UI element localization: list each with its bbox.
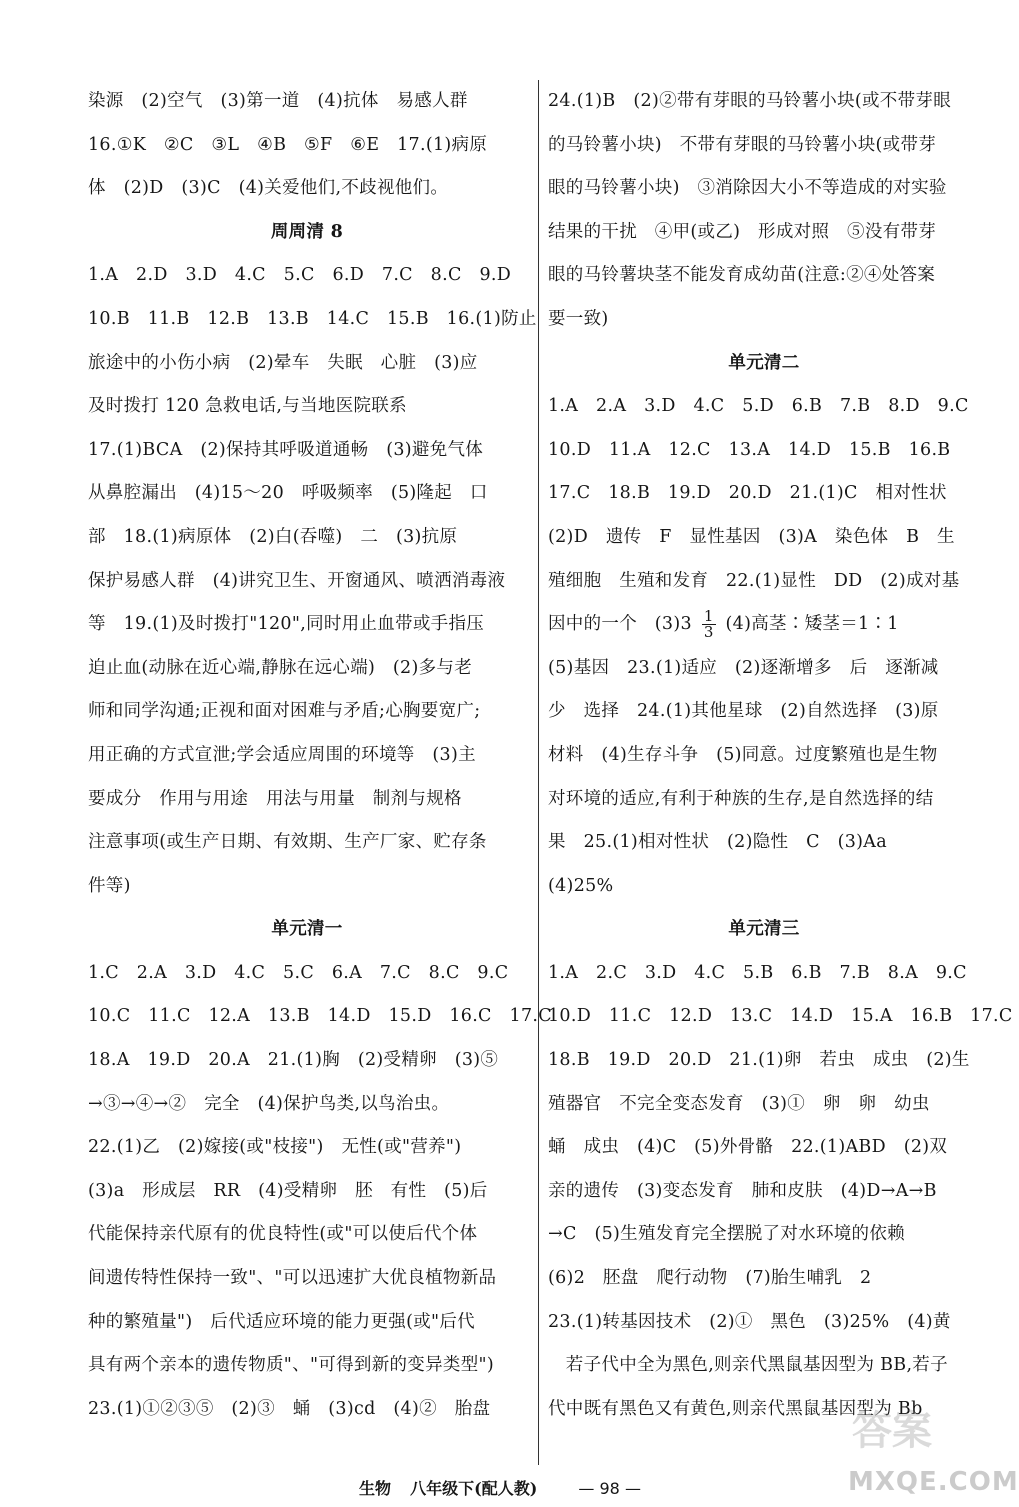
- answer-line: 注意事项(或生产日期、有效期、生产厂家、贮存条: [88, 832, 487, 853]
- watermark-logo-text: 答案: [852, 1408, 932, 1454]
- answer-line: 果 25.(1)相对性状 (2)隐性 C (3)Aa: [548, 832, 887, 853]
- answer-line: 代能保持亲代原有的优良特性(或"可以使后代个体: [88, 1224, 478, 1245]
- fraction-denominator: 3: [703, 623, 714, 642]
- answer-line: 迫止血(动脉在近心端,静脉在远心端) (2)多与老: [88, 657, 473, 678]
- answer-line: →C (5)生殖发育完全摆脱了对水环境的依赖: [548, 1224, 905, 1245]
- answer-line: 17.C 18.B 19.D 20.D 21.(1)C 相对性状: [548, 483, 947, 504]
- fraction-line-before: 因中的一个 (3)3: [548, 614, 692, 635]
- answer-line: 10.C 11.C 12.A 13.B 14.D 15.D 16.C 17.C: [88, 1006, 552, 1027]
- answer-line: 从鼻腔漏出 (4)15～20 呼吸频率 (5)隆起 口: [88, 483, 488, 504]
- answer-line: 体 (2)D (3)C (4)关爱他们,不歧视他们。: [88, 178, 449, 199]
- answer-line: 具有两个亲本的遗传物质"、"可得到新的变异类型"): [88, 1355, 494, 1376]
- answer-line: 旅途中的小伤小病 (2)晕车 失眠 心脏 (3)应: [88, 352, 478, 373]
- answer-line: 眼的马铃薯小块) ③消除因大小不等造成的对实验: [548, 178, 947, 199]
- answer-line: 保护易感人群 (4)讲究卫生、开窗通风、喷洒消毒液: [88, 570, 506, 591]
- answer-line: 10.B 11.B 12.B 13.B 14.C 15.B 16.(1)防止: [88, 308, 537, 329]
- footer-subject: 生物: [359, 1479, 392, 1498]
- answer-line: (4)25%: [548, 875, 614, 896]
- answer-line: (5)基因 23.(1)适应 (2)逐渐增多 后 逐渐减: [548, 657, 939, 678]
- fraction-numerator: 1: [703, 607, 714, 626]
- answer-line: 若子代中全为黑色,则亲代黑鼠基因型为 BB,若子: [548, 1355, 948, 1376]
- answer-line: 24.(1)B (2)②带有芽眼的马铃薯小块(或不带芽眼: [548, 91, 951, 111]
- page-number: — 98 —: [578, 1479, 641, 1498]
- answer-line: 殖器官 不完全变态发育 (3)① 卵 卵 幼虫: [548, 1093, 930, 1114]
- answer-line: 部 18.(1)病原体 (2)白(吞噬) 二 (3)抗原: [88, 526, 458, 547]
- answer-line: 件等): [88, 875, 131, 896]
- answer-line: 染源 (2)空气 (3)第一道 (4)抗体 易感人群: [88, 91, 468, 111]
- answer-line: 18.A 19.D 20.A 21.(1)胸 (2)受精卵 (3)⑤: [88, 1050, 499, 1071]
- answer-line: 23.(1)①②③⑤ (2)③ 蛹 (3)cd (4)② 胎盘: [88, 1398, 491, 1419]
- footer-grade: 八年级下(配人教): [410, 1479, 538, 1498]
- answer-line: 对环境的适应,有利于种族的生存,是自然选择的结: [548, 788, 934, 809]
- answer-line: 1.A 2.D 3.D 4.C 5.C 6.D 7.C 8.C 9.D: [88, 265, 512, 286]
- section-heading: 周周清 8: [270, 221, 344, 242]
- answer-line: 10.D 11.C 12.D 13.C 14.D 15.A 16.B 17.C: [548, 1006, 1013, 1027]
- section-heading: 单元清一: [271, 919, 343, 940]
- answer-line: 材料 (4)生存斗争 (5)同意。过度繁殖也是生物: [548, 744, 938, 765]
- answer-line: (2)D 遗传 F 显性基因 (3)A 染色体 B 生: [548, 526, 955, 547]
- answer-line: 1.C 2.A 3.D 4.C 5.C 6.A 7.C 8.C 9.C: [88, 962, 509, 983]
- answer-line: 种的繁殖量") 后代适应环境的能力更强(或"后代: [88, 1311, 475, 1332]
- answer-line: 少 选择 24.(1)其他星球 (2)自然选择 (3)原: [548, 701, 939, 722]
- answer-line: (3)a 形成层 RR (4)受精卵 胚 有性 (5)后: [88, 1180, 488, 1201]
- answer-line: 等 19.(1)及时拨打"120",同时用止血带或手指压: [88, 614, 485, 635]
- answer-line: 代中既有黑色又有黄色,则亲代黑鼠基因型为 Bb: [548, 1398, 923, 1419]
- watermark-url: MXQE.COM: [848, 1467, 1019, 1497]
- answer-line: 亲的遗传 (3)变态发育 肺和皮肤 (4)D→A→B: [548, 1180, 937, 1201]
- answer-line: 师和同学沟通;正视和面对困难与矛盾;心胸要宽广;: [88, 701, 481, 722]
- answer-line: (6)2 胚盘 爬行动物 (7)胎生哺乳 2: [548, 1268, 872, 1289]
- site-watermark: [842, 1393, 1019, 1503]
- answer-line: 及时拨打 120 急救电话,与当地医院联系: [88, 396, 407, 417]
- answer-line: 要成分 作用与用途 用法与用量 制剂与规格: [88, 788, 462, 809]
- section-heading: 单元清三: [728, 919, 800, 940]
- answer-line: 眼的马铃薯块茎不能发育成幼苗(注意:②④处答案: [548, 265, 936, 286]
- answer-line: 的马铃薯小块) 不带有芽眼的马铃薯小块(或带芽: [548, 134, 937, 155]
- answer-line: 17.(1)BCA (2)保持其呼吸道通畅 (3)避免气体: [88, 439, 484, 460]
- answer-line: 18.B 19.D 20.D 21.(1)卵 若虫 成虫 (2)生: [548, 1050, 970, 1071]
- answer-line: 22.(1)乙 (2)嫁接(或"枝接") 无性(或"营养"): [88, 1137, 462, 1158]
- answer-line: 蛹 成虫 (4)C (5)外骨骼 22.(1)ABD (2)双: [548, 1137, 948, 1158]
- answer-line: 用正确的方式宣泄;学会适应周围的环境等 (3)主: [88, 744, 476, 765]
- column-divider: [538, 80, 539, 1465]
- left-column: [88, 80, 552, 1431]
- answer-line: 间遗传特性保持一致"、"可以迅速扩大优良植物新品: [88, 1268, 497, 1289]
- answer-line: →③→④→② 完全 (4)保护鸟类,以鸟治虫。: [88, 1093, 450, 1114]
- fraction-line-after: (4)高茎∶矮茎＝1∶1: [725, 614, 899, 635]
- fraction-one-third: [702, 609, 716, 640]
- answer-line: 16.①K ②C ③L ④B ⑤F ⑥E 17.(1)病原: [88, 134, 488, 155]
- section-heading: 单元清二: [728, 352, 800, 373]
- answer-line: 结果的干扰 ④甲(或乙) 形成对照 ⑤没有带芽: [548, 221, 937, 242]
- fraction-line: [548, 603, 980, 647]
- answer-line: 23.(1)转基因技术 (2)① 黑色 (3)25% (4)黄: [548, 1311, 951, 1332]
- answer-line: 要一致): [548, 308, 609, 329]
- answer-line: 殖细胞 生殖和发育 22.(1)显性 DD (2)成对基: [548, 570, 960, 591]
- answer-line: 1.A 2.A 3.D 4.C 5.D 6.B 7.B 8.D 9.C: [548, 396, 969, 417]
- answer-line: 1.A 2.C 3.D 4.C 5.B 6.B 7.B 8.A 9.C: [548, 962, 967, 983]
- answer-line: 10.D 11.A 12.C 13.A 14.D 15.B 16.B: [548, 439, 951, 460]
- right-column: [548, 80, 1013, 1431]
